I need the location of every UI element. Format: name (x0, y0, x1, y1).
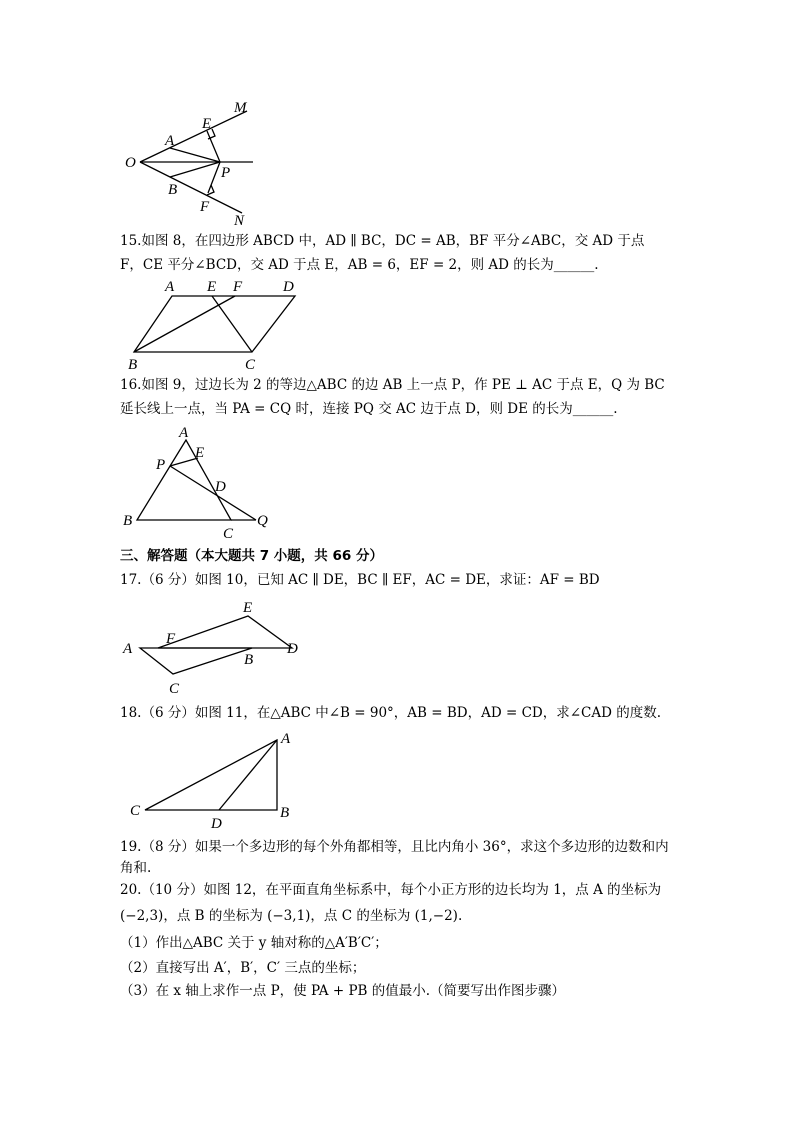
label-f: F (233, 279, 243, 295)
figure-angle-bisector (110, 95, 270, 230)
label-d: D (211, 816, 222, 832)
segment-ce (212, 296, 252, 352)
label-e: E (195, 445, 205, 461)
question-15-line-1: 15.如图 8，在四边形 ABCD 中，AD ∥ BC，DC = AB，BF 平分∠ABC，交 AD 于点 (120, 233, 645, 249)
label-a: A (165, 279, 175, 295)
figure-9-triangle (118, 422, 278, 540)
label-b: B (244, 652, 254, 668)
question-20-part-3: （3）在 x 轴上求作一点 P，使 PA + PB 的值最小.（简要写出作图步骤） (120, 983, 566, 999)
label-p: P (221, 165, 231, 181)
label-o: O (125, 155, 136, 171)
question-20-part-1: （1）作出△ABC 关于 y 轴对称的△A′B′C′； (120, 935, 388, 951)
label-f: F (166, 631, 176, 647)
segment-ad (219, 740, 277, 810)
segment-pq (170, 466, 256, 520)
triangle-acb (140, 648, 252, 674)
label-n: N (234, 213, 245, 229)
label-b: B (168, 182, 178, 198)
label-b: B (128, 357, 138, 373)
triangle-abc (145, 740, 277, 810)
label-e: E (202, 116, 212, 132)
figure-11-right-triangle (120, 726, 310, 830)
label-c: C (169, 681, 180, 697)
label-a: A (179, 425, 189, 441)
label-m: M (234, 100, 247, 116)
label-b: B (280, 805, 290, 821)
question-15-line-2: F，CE 平分∠BCD，交 AD 于点 E，AB = 6，EF = 2，则 AD 的长为______. (120, 257, 599, 273)
label-p: P (156, 457, 166, 473)
label-c: C (130, 803, 141, 819)
label-c: C (245, 357, 256, 373)
label-e: E (207, 279, 217, 295)
label-f: F (200, 199, 210, 215)
label-d: D (283, 279, 294, 295)
quadrilateral-abcd (134, 296, 295, 352)
triangle-def (158, 616, 292, 648)
question-20-line-1: 20.（10 分）如图 12，在平面直角坐标系中，每个小正方形的边长均为 1，点 A 的坐标为 (120, 882, 662, 898)
question-19-line-2: 角和. (120, 860, 152, 876)
label-a: A (123, 641, 133, 657)
label-b: B (123, 513, 133, 529)
label-c: C (223, 526, 234, 542)
section-heading: 三、解答题（本大题共 7 小题，共 66 分） (120, 548, 383, 564)
label-a: A (165, 133, 175, 149)
label-d: D (287, 641, 298, 657)
label-a: A (281, 731, 291, 747)
label-e: E (243, 600, 253, 616)
segment-bf (134, 296, 235, 352)
question-17: 17.（6 分）如图 10，已知 AC ∥ DE，BC ∥ EF，AC = DE，求证：AF = BD (120, 572, 600, 588)
segment-pe (207, 131, 220, 162)
question-16-line-2: 延长线上一点，当 PA = CQ 时，连接 PQ 交 AC 边于点 D，则 DE 的长为______. (120, 401, 618, 417)
question-20-part-2: （2）直接写出 A′，B′，C′ 三点的坐标； (120, 960, 366, 976)
question-18: 18.（6 分）如图 11，在△ABC 中∠B = 90°，AB = BD，AD = CD，求∠CAD 的度数. (120, 705, 662, 721)
label-q: Q (257, 513, 268, 529)
question-16-line-1: 16.如图 9，过边长为 2 的等边△ABC 的边 AB 上一点 P，作 PE ⊥ AC 于点 E，Q 为 BC (120, 377, 665, 393)
figure-8-quadrilateral (120, 276, 310, 374)
label-d: D (215, 479, 226, 495)
segment-pb (170, 162, 220, 177)
figure-10 (118, 594, 318, 698)
question-20-line-2: (−2,3)，点 B 的坐标为 (−3,1)，点 C 的坐标为 (1,−2). (120, 908, 463, 924)
segment-pf (208, 162, 220, 193)
segment-pa (170, 148, 220, 162)
question-19-line-1: 19.（8 分）如果一个多边形的每个外角都相等，且比内角小 36°，求这个多边形的边数和内 (120, 839, 669, 855)
